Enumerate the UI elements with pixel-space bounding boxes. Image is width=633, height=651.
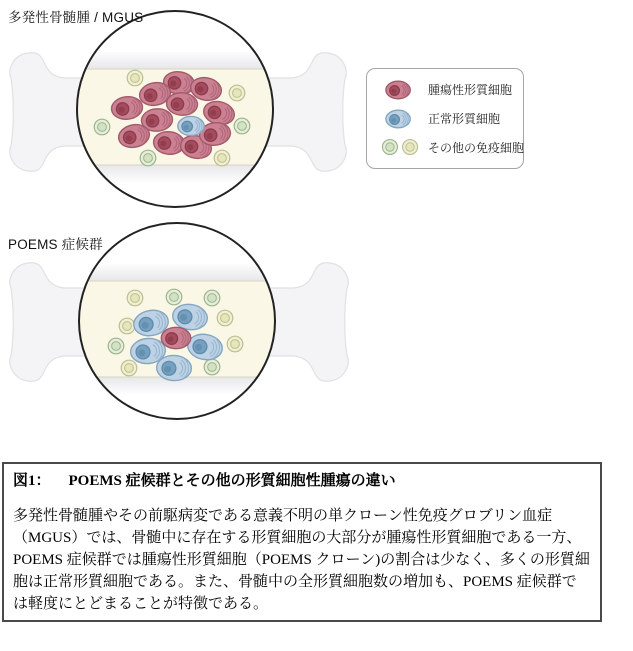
legend-label-tumor: 腫瘍性形質細胞 bbox=[428, 83, 513, 98]
figure-caption-body: 多発性骨髄腫やその前駆病変である意義不明の単クローン性免疫グロブリン血症（MGUS）では、骨髄中に存在する形質細胞の大部分が腫瘍性形質細胞である一方、POEMS 症候群では腫瘍性形質細胞（POEMS クローン)の割合は少なく、多くの形質細胞は正常形質細胞である。また、骨髄中の全形質細胞数の増加も、POEMS 症候群では軽度にとどまることが特徴である。 bbox=[13, 508, 590, 612]
legend bbox=[366, 68, 524, 169]
legend-row-normal bbox=[377, 107, 521, 131]
section-label-poems: POEMS 症候群 bbox=[8, 237, 103, 252]
figure-number: 図1： bbox=[13, 473, 51, 489]
other-immune-cells-icon bbox=[377, 135, 423, 159]
normal-plasma-cell-icon bbox=[377, 107, 423, 131]
diagram-mgus-bone bbox=[10, 11, 347, 207]
legend-label-others: その他の免疫細胞 bbox=[428, 140, 525, 155]
figure-title-text: POEMS 症候群とその他の形質細胞性腫瘍の違い bbox=[68, 473, 396, 489]
legend-row-others bbox=[377, 135, 525, 159]
legend-row-tumor bbox=[377, 78, 521, 102]
legend-label-normal: 正常形質細胞 bbox=[428, 112, 501, 126]
figure-caption-title bbox=[13, 469, 591, 490]
tumor-plasma-cell-icon bbox=[377, 78, 423, 102]
figure-caption-box bbox=[2, 462, 602, 622]
section-label-mgus: 多発性骨髄腫 / MGUS bbox=[8, 10, 144, 25]
